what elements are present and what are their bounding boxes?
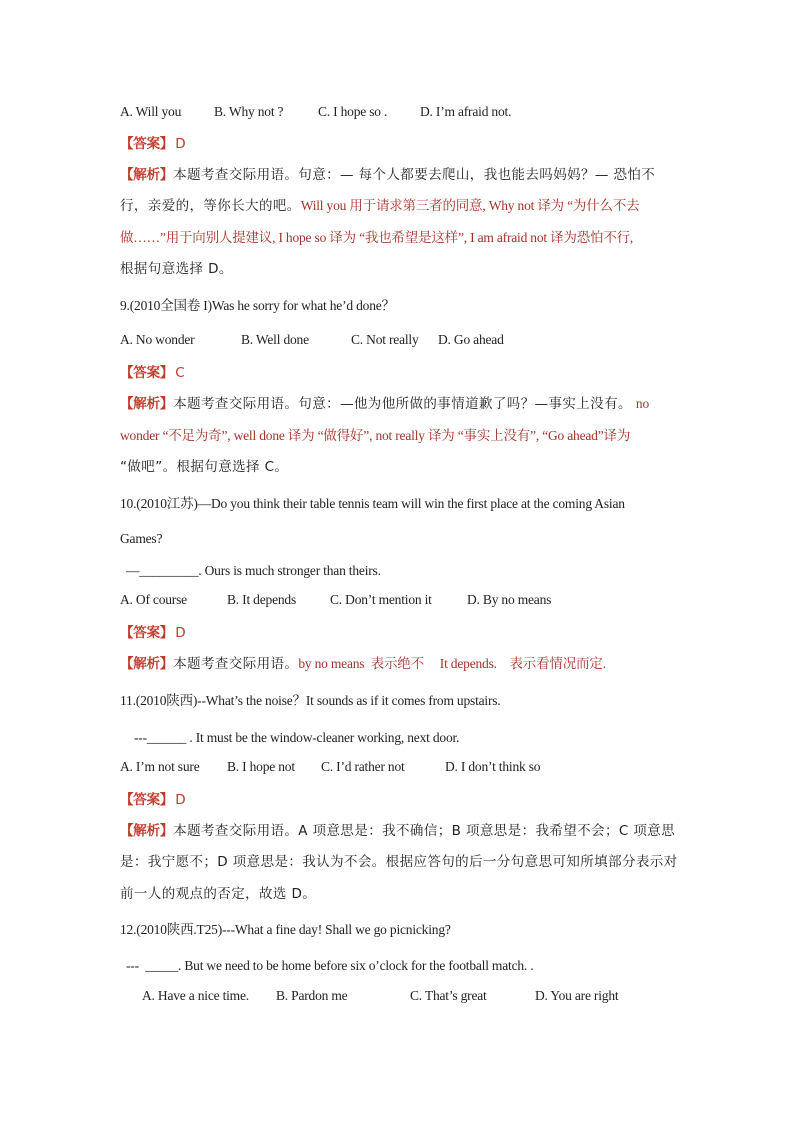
analysis-tag: 【解析】 [120, 396, 174, 412]
q8-analysis-line-4 [120, 259, 694, 279]
answer-letter: D [175, 136, 186, 152]
q8-analysis-line-2 [120, 196, 694, 216]
q8-option-d: D. I’m afraid not. [420, 104, 512, 119]
q8-option-c: C. I hope so . [318, 104, 388, 119]
analysis-text: 本题考查交际用语。A 项意思是：我不确信；B 项意思是：我希望不会；C 项意思 [173, 823, 676, 839]
analysis-text: 本题考查交际用语。句意：—他为他所做的事情道歉了吗？—事实上没有。 [173, 396, 632, 412]
q9-option-c: C. Not really [351, 332, 419, 347]
q11-option-a: A. I’m not sure [120, 759, 200, 774]
q11-option-c: C. I’d rather not [321, 759, 405, 774]
q9-answer [120, 363, 694, 383]
analysis-text: 本题考查交际用语。句意：— 每个人都要去爬山，我也能去吗妈妈？— 恐怕不 [173, 167, 656, 183]
analysis-text-red: 做……”用于向别人提建议, I hope so 译为 “我也希望是这样”, I am afraid not 译为恐怕不行, [120, 230, 634, 245]
q10-option-d: D. By no means [467, 592, 552, 607]
q9-analysis-line-3 [120, 457, 694, 477]
answer-tag: 【答案】 [120, 136, 174, 152]
analysis-text-red: no [635, 396, 650, 411]
answer-letter: D [175, 792, 186, 808]
answer-tag: 【答案】 [120, 365, 174, 381]
q8-analysis-line-3 [120, 228, 694, 248]
q8-answer [120, 134, 694, 154]
q10-option-b: B. It depends [227, 592, 297, 607]
q9-question: 9.(2010全国卷 I)Was he sorry for what he’d done？ [120, 298, 395, 313]
q10-question-line-1: 10.(2010江苏)—Do you think their table tennis team will win the first place at the coming Asian [120, 496, 625, 511]
q10-reply: —_________. Ours is much stronger than theirs. [126, 563, 381, 578]
q8-analysis-line-1 [120, 165, 694, 185]
answer-letter: D [175, 625, 186, 641]
q12-option-d: D. You are right [535, 988, 619, 1003]
analysis-tag: 【解析】 [120, 656, 174, 672]
analysis-tag: 【解析】 [120, 823, 174, 839]
q8-option-a: A. Will you [120, 104, 182, 119]
answer-tag: 【答案】 [120, 625, 174, 641]
q12-option-c: C. That’s great [410, 988, 487, 1003]
analysis-text: 根据句意选择 D。 [120, 261, 233, 277]
analysis-tag: 【解析】 [120, 167, 174, 183]
q12-option-b: B. Pardon me [276, 988, 348, 1003]
q11-answer [120, 790, 694, 810]
q11-analysis-line-1 [120, 821, 694, 841]
q10-answer [120, 623, 694, 643]
analysis-text: 前一人的观点的否定，故选 D。 [120, 886, 317, 902]
q10-question-line-2: Games? [120, 531, 163, 546]
analysis-text: 本题考查交际用语。 [173, 656, 299, 672]
q12-question: 12.(2010陕西.T25)---What a fine day! Shall we go picnicking? [120, 922, 451, 937]
analysis-text-red: wonder “不足为奇”, well done 译为 “做得好”, not really 译为 “事实上没有”, “Go ahead”译为 [120, 428, 631, 443]
q10-option-a: A. Of course [120, 592, 187, 607]
analysis-text: 行，亲爱的，等你长大的吧。 [120, 198, 301, 214]
q11-analysis-line-2 [120, 852, 694, 872]
answer-letter: C [175, 365, 185, 381]
analysis-text-red: Will you 用于请求第三者的同意, Why not 译为 “为什么不去 [300, 198, 640, 213]
q9-option-a: A. No wonder [120, 332, 195, 347]
analysis-text: 是：我宁愿不；D 项意思是：我认为不会。根据应答句的后一分句意思可知所填部分表示对 [120, 854, 678, 870]
q11-analysis-line-3 [120, 884, 694, 904]
q9-option-d: D. Go ahead [438, 332, 504, 347]
q8-option-b: B. Why not ? [214, 104, 284, 119]
analysis-text-red: by no means 表示绝不 It depends. 表示看情况而定. [298, 656, 606, 671]
q11-reply: ---______ . It must be the window-cleaner working, next door. [134, 730, 460, 745]
q10-option-c: C. Don’t mention it [330, 592, 432, 607]
q11-option-d: D. I don’t think so [445, 759, 541, 774]
q10-analysis [120, 654, 694, 674]
q9-analysis-line-2 [120, 426, 694, 446]
q12-reply: --- _____. But we need to be home before six o’clock for the football match. . [126, 958, 534, 973]
answer-tag: 【答案】 [120, 792, 174, 808]
q11-question: 11.(2010陕西)--What’s the noise？It sounds as if it comes from upstairs. [120, 693, 501, 708]
q9-option-b: B. Well done [241, 332, 309, 347]
q11-option-b: B. I hope not [227, 759, 295, 774]
q9-analysis-line-1 [120, 394, 694, 414]
analysis-text: “做吧”。根据句意选择 C。 [120, 459, 289, 475]
q12-option-a: A. Have a nice time. [142, 988, 249, 1003]
